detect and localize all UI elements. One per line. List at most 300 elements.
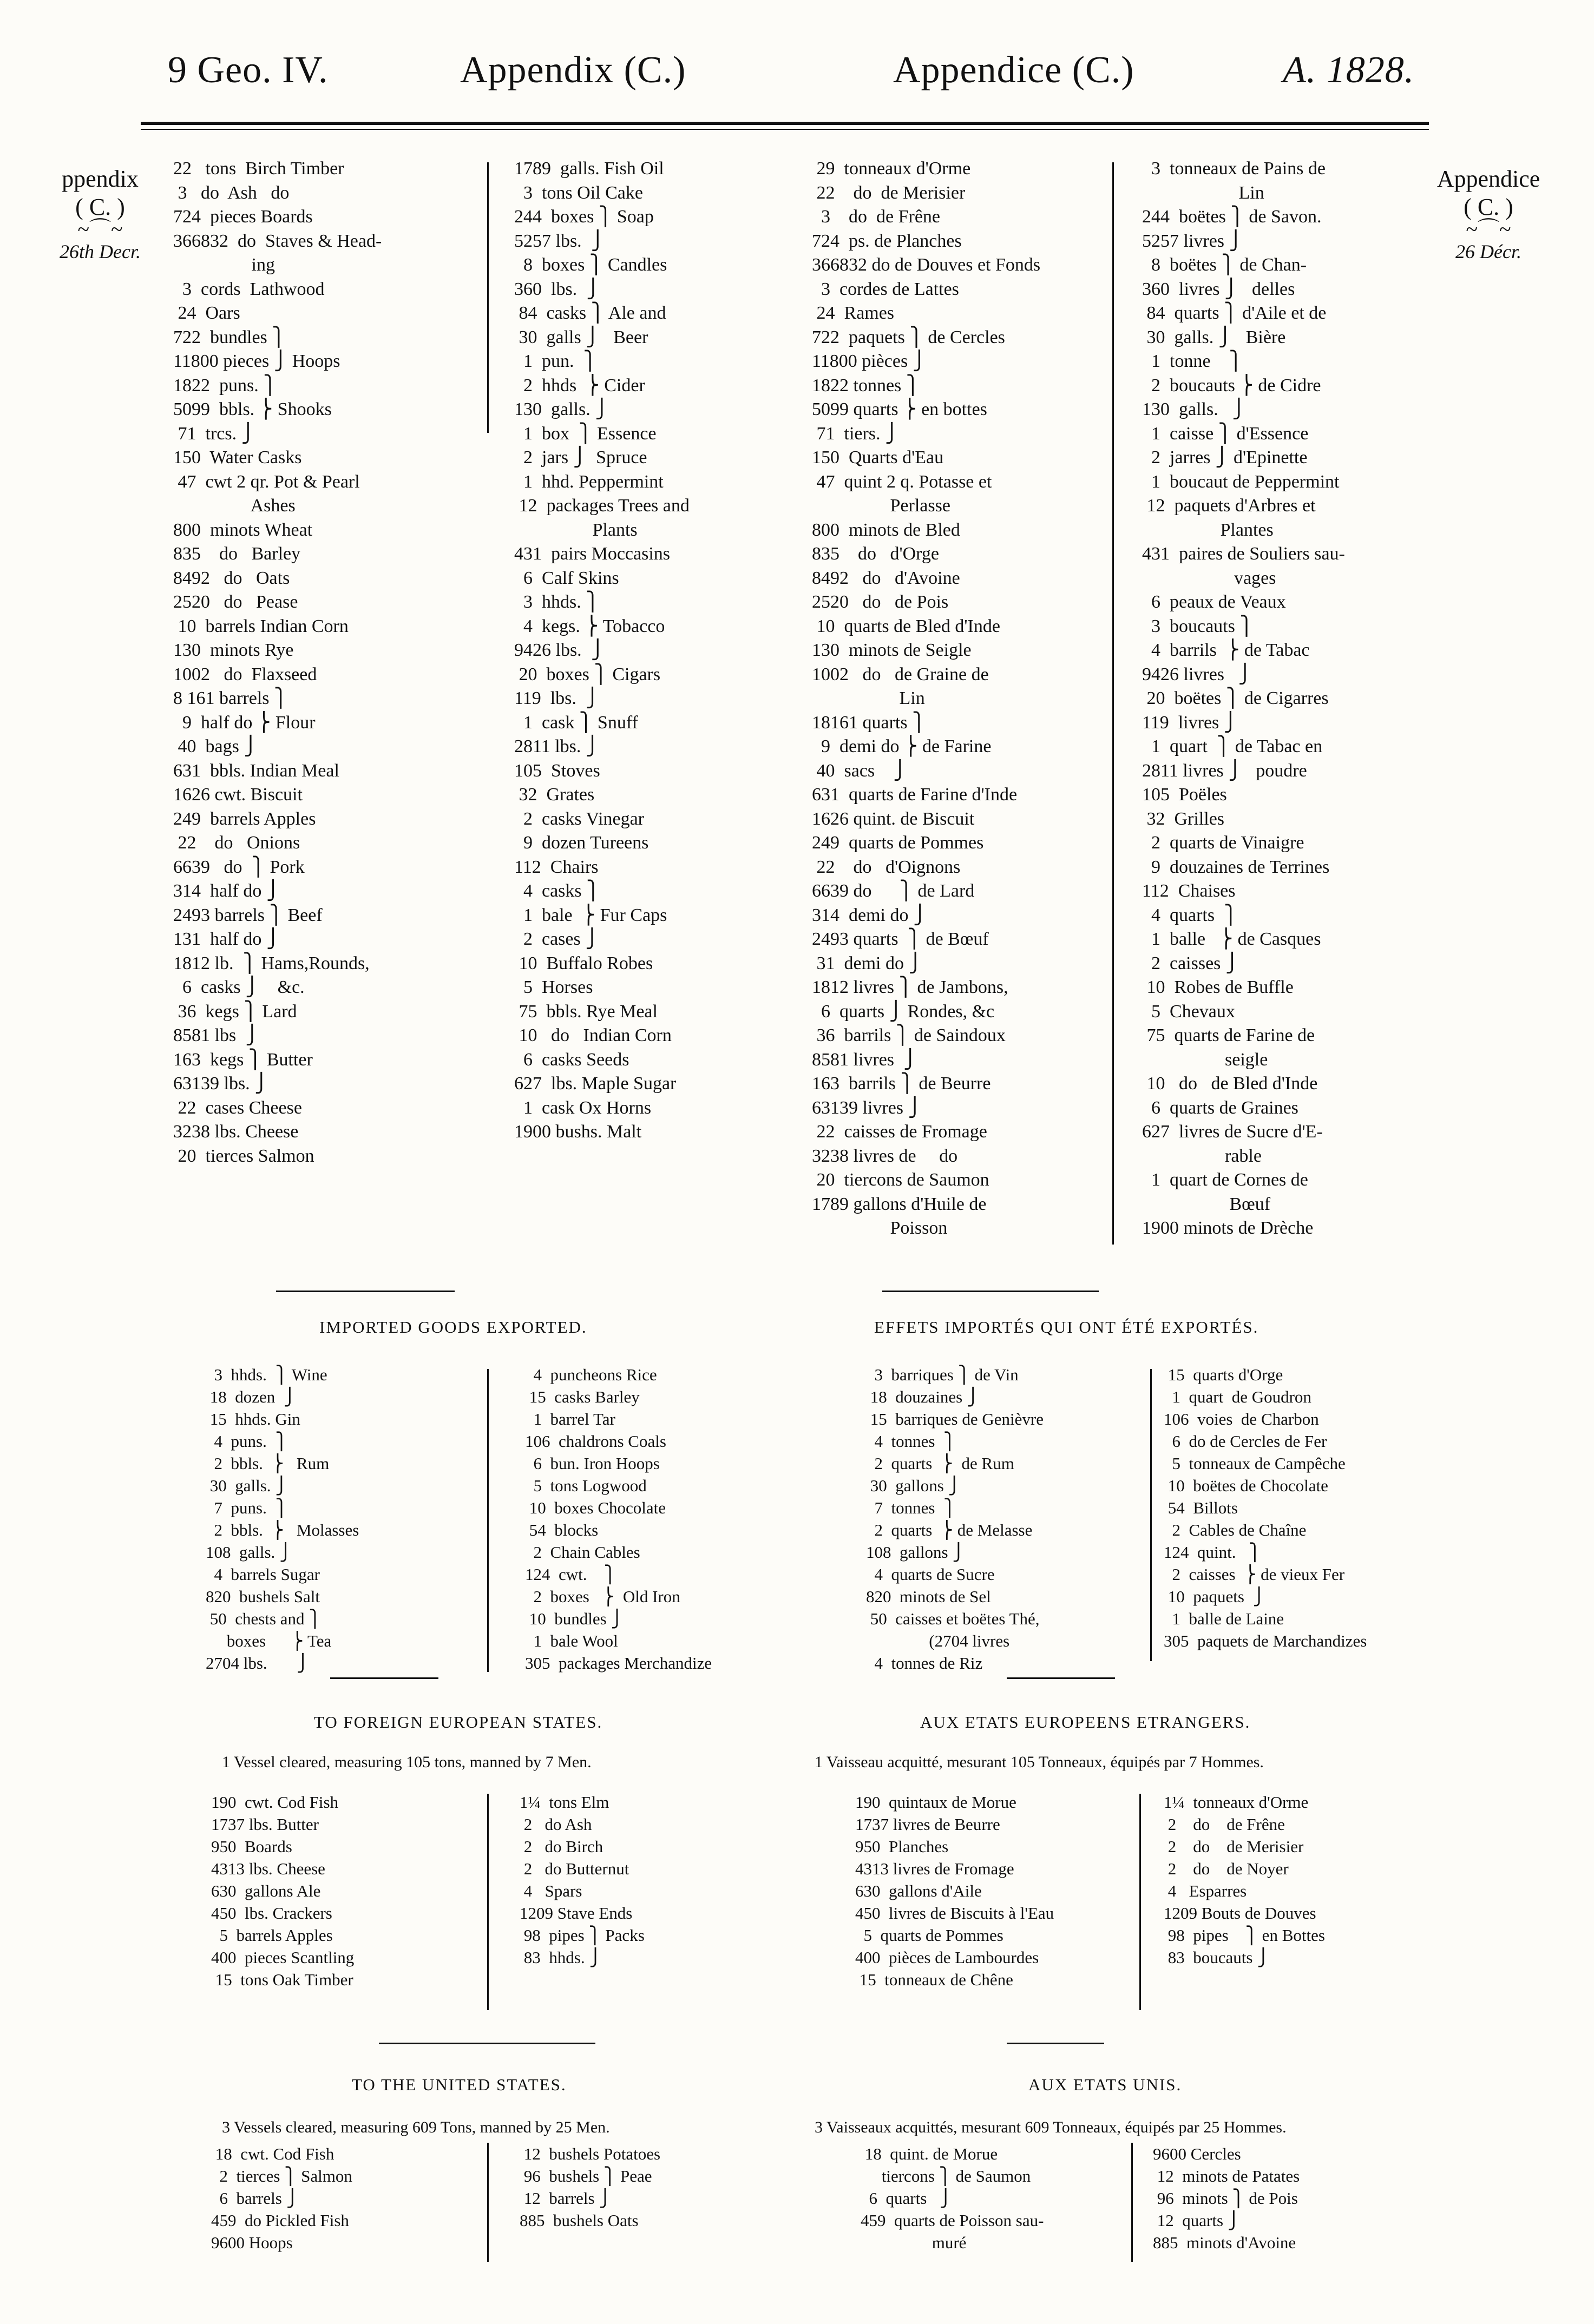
entry-line: 5 tons Logwood bbox=[525, 1476, 647, 1495]
section-rule bbox=[330, 1677, 438, 1679]
entry-line: 1209 Bouts de Douves bbox=[1164, 1904, 1316, 1923]
us-en-column-1 bbox=[211, 2143, 352, 2254]
foreign-fr-column-2 bbox=[1164, 1791, 1325, 1969]
entry-line: 2 caisses ⎭ bbox=[1142, 953, 1239, 973]
entry-line: 1 quart ⎫ de Tabac en bbox=[1142, 736, 1323, 756]
entry-line: 4 kegs. ⎬ Tobacco bbox=[514, 616, 665, 636]
column-divider bbox=[487, 162, 489, 433]
entry-line: 3 barriques ⎫ de Vin bbox=[866, 1365, 1019, 1384]
section-rule bbox=[1007, 2043, 1104, 2044]
entry-line: 2811 livres ⎭ poudre bbox=[1142, 760, 1307, 781]
side-note-left-date: 26th Decr. bbox=[60, 241, 141, 262]
entry-line: 12 barrels ⎭ bbox=[520, 2189, 612, 2208]
entry-line: 5 tonneaux de Campêche bbox=[1164, 1454, 1346, 1473]
entry-line: 22 cases Cheese bbox=[173, 1097, 302, 1118]
entry-line: 12 quarts ⎭ bbox=[1153, 2211, 1241, 2230]
entry-line: 2 Cables de Chaîne bbox=[1164, 1520, 1307, 1539]
entry-line: 20 boëtes ⎫ de Cigarres bbox=[1142, 688, 1329, 708]
entry-line: 5 quarts de Pommes bbox=[855, 1926, 1003, 1945]
entry-line: 2 hhds ⎬ Cider bbox=[514, 375, 645, 396]
entry-line: 3 tonneaux de Pains de bbox=[1142, 159, 1326, 179]
entry-line: 314 demi do ⎭ bbox=[812, 905, 927, 925]
side-note-left-code: ( C. ) bbox=[75, 194, 125, 220]
entry-line: 1812 lb. ⎫ Hams,Rounds, bbox=[173, 953, 370, 973]
entry-line: 2 casks Vinegar bbox=[514, 808, 644, 829]
entry-line: 22 do de Merisier bbox=[812, 182, 966, 203]
entry-line: 6 Calf Skins bbox=[514, 568, 619, 588]
entry-line: 96 minots ⎫ de Pois bbox=[1153, 2189, 1298, 2208]
foreign-en-column-1 bbox=[211, 1791, 354, 1991]
entry-line: 106 chaldrons Coals bbox=[525, 1432, 666, 1451]
entry-line: 627 lbs. Maple Sugar bbox=[514, 1074, 677, 1094]
entry-line: 10 Buffalo Robes bbox=[514, 953, 653, 973]
section-rule bbox=[379, 2043, 595, 2044]
header-year: A. 1828. bbox=[1283, 49, 1415, 91]
entry-line: 2 do de Noyer bbox=[1164, 1859, 1289, 1878]
flourish-icon: ~⌒~ bbox=[1466, 217, 1511, 241]
entry-line: 5099 bbls. ⎬ Shooks bbox=[173, 399, 332, 419]
entry-line: 2811 lbs. ⎭ bbox=[514, 736, 600, 756]
entry-line: 4 puns. ⎫ bbox=[206, 1432, 288, 1451]
entry-line: 63139 lbs. ⎭ bbox=[173, 1074, 268, 1094]
entry-line: 4 tonnes de Riz bbox=[866, 1654, 983, 1673]
entry-line: 10 do Indian Corn bbox=[514, 1025, 672, 1045]
entry-line: 2 quarts de Vinaigre bbox=[1142, 833, 1304, 853]
entry-line: 630 gallons d'Aile bbox=[855, 1881, 982, 1900]
entry-line: 50 chests and ⎫ bbox=[206, 1609, 322, 1628]
entry-line: Ashes bbox=[173, 496, 296, 516]
entry-line: 18 quint. de Morue bbox=[861, 2144, 998, 2163]
entry-line: 15 tonneaux de Chêne bbox=[855, 1970, 1013, 1989]
entry-line: 1 bale Wool bbox=[525, 1631, 618, 1650]
entry-line: 2 caisses ⎬ de vieux Fer bbox=[1164, 1565, 1345, 1584]
section-title-foreign-en: TO FOREIGN EUROPEAN STATES. bbox=[314, 1713, 603, 1732]
entry-line: 1822 tonnes ⎫ bbox=[812, 375, 920, 396]
entry-line: 1 caisse ⎫ d'Essence bbox=[1142, 423, 1309, 444]
entry-line: 1789 gallons d'Huile de bbox=[812, 1194, 987, 1214]
entry-line: 63139 livres ⎭ bbox=[812, 1097, 922, 1118]
entry-line: 5 Horses bbox=[514, 977, 593, 997]
entry-line: 2520 do de Pois bbox=[812, 592, 949, 612]
entry-line: 450 livres de Biscuits à l'Eau bbox=[855, 1904, 1054, 1923]
entry-line: 124 quint. ⎫ bbox=[1164, 1543, 1261, 1562]
entry-line: 18 dozen ⎭ bbox=[206, 1387, 297, 1406]
side-note-right bbox=[1418, 165, 1559, 266]
header-rule bbox=[141, 122, 1429, 125]
entry-line: 10 boxes Chocolate bbox=[525, 1498, 666, 1517]
entry-line: 108 galls. ⎭ bbox=[206, 1543, 292, 1562]
entry-line: 835 do Barley bbox=[173, 544, 301, 564]
entry-line: 3 cordes de Lattes bbox=[812, 279, 959, 299]
entry-line: 40 bags ⎭ bbox=[173, 736, 258, 756]
entry-line: 1 balle de Laine bbox=[1164, 1609, 1284, 1628]
entry-line: rable bbox=[1142, 1145, 1262, 1166]
entry-line: Lin bbox=[812, 688, 925, 708]
entry-line: 1737 lbs. Butter bbox=[211, 1815, 319, 1834]
entry-line: Plantes bbox=[1142, 519, 1274, 540]
entry-line: 2 tierces ⎫ Salmon bbox=[211, 2167, 352, 2185]
entry-line: 3 tons Oil Cake bbox=[514, 182, 643, 203]
entry-line: 29 tonneaux d'Orme bbox=[812, 159, 971, 179]
entry-line: 112 Chaises bbox=[1142, 881, 1236, 901]
entry-line: 314 half do ⎭ bbox=[173, 881, 280, 901]
entry-line: 835 do d'Orge bbox=[812, 544, 939, 564]
section-title-us-en: TO THE UNITED STATES. bbox=[352, 2075, 567, 2094]
entry-line: 84 casks ⎫ Ale and bbox=[514, 303, 666, 323]
entry-line: 724 pieces Boards bbox=[173, 207, 313, 227]
entry-line: 12 packages Trees and bbox=[514, 496, 690, 516]
entry-line: muré bbox=[861, 2233, 967, 2252]
section-title-foreign-fr: AUX ETATS EUROPEENS ETRANGERS. bbox=[920, 1713, 1251, 1732]
entry-line: 54 blocks bbox=[525, 1520, 599, 1539]
entry-line: 820 minots de Sel bbox=[866, 1587, 991, 1606]
entry-line: 20 boxes ⎫ Cigars bbox=[514, 664, 661, 684]
column-divider bbox=[1139, 1794, 1141, 2010]
entry-line: 1626 quint. de Biscuit bbox=[812, 808, 975, 829]
entry-line: 8581 lbs ⎭ bbox=[173, 1025, 259, 1045]
entry-line: Poisson bbox=[812, 1218, 948, 1238]
entry-line: 1812 livres ⎫ de Jambons, bbox=[812, 977, 1008, 997]
entry-line: 24 Rames bbox=[812, 303, 895, 323]
entry-line: 24 Oars bbox=[173, 303, 240, 323]
entry-line: 15 hhds. Gin bbox=[206, 1410, 300, 1428]
entry-line: 119 livres ⎭ bbox=[1142, 712, 1238, 733]
entry-line: 4 puncheons Rice bbox=[525, 1365, 657, 1384]
entry-line: 105 Stoves bbox=[514, 760, 600, 781]
entry-line: 400 pieces Scantling bbox=[211, 1948, 355, 1967]
entry-line: 1 barrel Tar bbox=[525, 1410, 615, 1428]
entry-line: 71 tiers. ⎭ bbox=[812, 423, 899, 444]
entry-line: 244 boxes ⎫ Soap bbox=[514, 207, 654, 227]
entry-line: 9 demi do ⎬ de Farine bbox=[812, 736, 992, 756]
entry-line: 1 tonne ⎫ bbox=[1142, 351, 1243, 371]
section-rule bbox=[882, 1291, 1099, 1292]
entry-line: 5257 livres ⎭ bbox=[1142, 231, 1243, 251]
imported-fr-column-2 bbox=[1164, 1364, 1367, 1652]
entry-line: 130 galls. ⎭ bbox=[1142, 399, 1246, 419]
entry-line: 31 demi do ⎭ bbox=[812, 953, 922, 973]
entry-line: 1002 do de Graine de bbox=[812, 664, 989, 684]
entry-line: 84 quarts ⎫ d'Aile et de bbox=[1142, 303, 1327, 323]
entry-line: 459 quarts de Poisson sau- bbox=[861, 2211, 1044, 2230]
entry-line: Bœuf bbox=[1142, 1194, 1271, 1214]
subtitle-foreign-fr: 1 Vaisseau acquitté, mesurant 105 Tonneaux, équipés par 7 Hommes. bbox=[815, 1753, 1264, 1771]
entry-line: 6 bun. Iron Hoops bbox=[525, 1454, 660, 1473]
entry-line: 3 do de Frêne bbox=[812, 207, 941, 227]
entry-line: 249 barrels Apples bbox=[173, 808, 316, 829]
foreign-fr-column-1 bbox=[855, 1791, 1054, 1991]
entry-line: 9 dozen Tureens bbox=[514, 833, 649, 853]
entry-line: 5099 quarts ⎬ en bottes bbox=[812, 399, 987, 419]
entry-line: 10 Robes de Buffle bbox=[1142, 977, 1294, 997]
entry-line: 12 bushels Potatoes bbox=[520, 2144, 661, 2163]
entry-line: 10 bundles ⎭ bbox=[525, 1609, 624, 1628]
entry-line: 885 minots d'Avoine bbox=[1153, 2233, 1296, 2252]
side-note-right-title: Appendice bbox=[1436, 166, 1540, 192]
entry-line: 98 pipes ⎫ en Bottes bbox=[1164, 1926, 1325, 1945]
entry-line: (2704 livres bbox=[866, 1631, 1010, 1650]
entry-line: 190 quintaux de Morue bbox=[855, 1793, 1016, 1812]
english-column-1 bbox=[173, 157, 382, 1168]
entry-line: 627 livres de Sucre d'E- bbox=[1142, 1122, 1323, 1142]
entry-line: 32 Grates bbox=[514, 785, 595, 805]
side-note-left-title: ppendix bbox=[62, 166, 139, 192]
entry-line: 47 quint 2 q. Potasse et bbox=[812, 471, 992, 492]
column-divider bbox=[487, 1794, 489, 2010]
entry-line: 2 boxes ⎬ Old Iron bbox=[525, 1587, 680, 1606]
entry-line: 22 tons Birch Timber bbox=[173, 159, 344, 179]
entry-line: vages bbox=[1142, 568, 1276, 588]
entry-line: 15 casks Barley bbox=[525, 1387, 640, 1406]
entry-line: 150 Water Casks bbox=[173, 447, 302, 468]
entry-line: 20 tierces Salmon bbox=[173, 1145, 314, 1166]
entry-line: 54 Billots bbox=[1164, 1498, 1238, 1517]
entry-line: Plants bbox=[514, 519, 638, 540]
subtitle-us-fr: 3 Vaisseaux acquittés, mesurant 609 Tonneaux, équipés par 25 Hommes. bbox=[815, 2118, 1287, 2136]
imported-en-column-1 bbox=[206, 1364, 359, 1674]
english-column-2 bbox=[514, 157, 690, 1144]
entry-line: 9 douzaines de Terrines bbox=[1142, 857, 1330, 877]
entry-line: 1 cask ⎫ Snuff bbox=[514, 712, 638, 733]
entry-line: 2 do de Frêne bbox=[1164, 1815, 1285, 1834]
entry-line: Perlasse bbox=[812, 496, 950, 516]
entry-line: 5257 lbs. ⎭ bbox=[514, 231, 605, 251]
entry-line: 22 do Onions bbox=[173, 833, 300, 853]
entry-line: 2493 quarts ⎫ de Bœuf bbox=[812, 929, 989, 949]
entry-line: 4 Esparres bbox=[1164, 1881, 1247, 1900]
entry-line: 163 kegs ⎫ Butter bbox=[173, 1049, 313, 1070]
side-note-left bbox=[32, 165, 168, 266]
entry-line: 108 gallons ⎭ bbox=[866, 1543, 965, 1562]
entry-line: 431 paires de Souliers sau- bbox=[1142, 544, 1345, 564]
entry-line: 6 do de Cercles de Fer bbox=[1164, 1432, 1327, 1451]
entry-line: 1900 minots de Drèche bbox=[1142, 1218, 1314, 1238]
entry-line: 305 packages Merchandize bbox=[525, 1654, 712, 1673]
section-rule bbox=[276, 1291, 455, 1292]
entry-line: 2 bbls. ⎬ Molasses bbox=[206, 1520, 359, 1539]
french-column-2 bbox=[1142, 157, 1345, 1241]
entry-line: 244 boëtes ⎫ de Savon. bbox=[1142, 207, 1322, 227]
entry-line: 36 barrils ⎫ de Saindoux bbox=[812, 1025, 1006, 1045]
entry-line: 4 barrels Sugar bbox=[206, 1565, 320, 1584]
entry-line: 7 puns. ⎫ bbox=[206, 1498, 288, 1517]
entry-line: Lin bbox=[1142, 182, 1264, 203]
entry-line: 10 boëtes de Chocolate bbox=[1164, 1476, 1328, 1495]
entry-line: 800 minots Wheat bbox=[173, 519, 313, 540]
entry-line: 722 bundles ⎫ bbox=[173, 327, 286, 347]
entry-line: 631 quarts de Farine d'Inde bbox=[812, 785, 1018, 805]
entry-line: 18161 quarts ⎫ bbox=[812, 712, 926, 733]
entry-line: 6 quarts ⎭ bbox=[861, 2189, 952, 2208]
entry-line: 722 paquets ⎫ de Cercles bbox=[812, 327, 1005, 347]
entry-line: 1 cask Ox Horns bbox=[514, 1097, 652, 1118]
entry-line: 3 hhds. ⎫ Wine bbox=[206, 1365, 327, 1384]
entry-line: 3238 livres de do bbox=[812, 1145, 958, 1166]
entry-line: 119 lbs. ⎭ bbox=[514, 688, 600, 708]
entry-line: 36 kegs ⎫ Lard bbox=[173, 1001, 297, 1022]
entry-line: 10 quarts de Bled d'Inde bbox=[812, 616, 1000, 636]
entry-line: 1 quart de Cornes de bbox=[1142, 1170, 1308, 1190]
entry-line: 2 do Birch bbox=[520, 1837, 604, 1856]
entry-line: 305 paquets de Marchandizes bbox=[1164, 1631, 1367, 1650]
entry-line: 83 hhds. ⎭ bbox=[520, 1948, 602, 1967]
entry-line: 11800 pièces ⎭ bbox=[812, 351, 927, 371]
entry-line: 800 minots de Bled bbox=[812, 519, 960, 540]
entry-line: 8 boxes ⎫ Candles bbox=[514, 255, 667, 275]
section-title-imported-en: IMPORTED GOODS EXPORTED. bbox=[319, 1318, 587, 1337]
entry-line: 1626 cwt. Biscuit bbox=[173, 785, 303, 805]
entry-line: 130 minots de Seigle bbox=[812, 640, 972, 660]
entry-line: 163 barrils ⎫ de Beurre bbox=[812, 1074, 991, 1094]
section-rule bbox=[1007, 1677, 1115, 1679]
flourish-icon: ~⌒~ bbox=[77, 217, 123, 241]
entry-line: 6 barrels ⎭ bbox=[211, 2189, 299, 2208]
entry-line: 724 ps. de Planches bbox=[812, 231, 962, 251]
entry-line: 3 do Ash do bbox=[173, 182, 290, 203]
side-note-right-date: 26 Décr. bbox=[1455, 241, 1521, 262]
entry-line: 1¼ tons Elm bbox=[520, 1793, 609, 1812]
entry-line: 630 gallons Ale bbox=[211, 1881, 321, 1900]
entry-line: 8492 do Oats bbox=[173, 568, 290, 588]
entry-line: 366832 do Staves & Head- bbox=[173, 231, 382, 251]
entry-line: 30 gallons ⎭ bbox=[866, 1476, 961, 1495]
entry-line: 8581 livres ⎭ bbox=[812, 1049, 917, 1070]
entry-line: 6 quarts de Graines bbox=[1142, 1097, 1298, 1118]
entry-line: 30 galls. ⎭ bbox=[206, 1476, 288, 1495]
entry-line: 7 tonnes ⎫ bbox=[866, 1498, 956, 1517]
entry-line: 4313 lbs. Cheese bbox=[211, 1859, 325, 1878]
entry-line: 2 boucauts ⎬ de Cidre bbox=[1142, 375, 1321, 396]
entry-line: seigle bbox=[1142, 1049, 1268, 1070]
entry-line: 400 pièces de Lambourdes bbox=[855, 1948, 1039, 1967]
entry-line: 950 Boards bbox=[211, 1837, 292, 1856]
entry-line: 5 barrels Apples bbox=[211, 1926, 333, 1945]
entry-line: 249 quarts de Pommes bbox=[812, 833, 984, 853]
entry-line: 75 quarts de Farine de bbox=[1142, 1025, 1315, 1045]
entry-line: 8 161 barrels ⎫ bbox=[173, 688, 288, 708]
entry-line: 11800 pieces ⎭ Hoops bbox=[173, 351, 340, 371]
entry-line: 22 do d'Oignons bbox=[812, 857, 961, 877]
entry-line: 22 caisses de Fromage bbox=[812, 1122, 987, 1142]
entry-line: 1 balle ⎬ de Casques bbox=[1142, 929, 1321, 949]
entry-line: 6 peaux de Veaux bbox=[1142, 592, 1286, 612]
french-column-1 bbox=[812, 157, 1040, 1241]
entry-line: 6 casks Seeds bbox=[514, 1049, 629, 1070]
entry-line: tiercons ⎫ de Saumon bbox=[861, 2167, 1031, 2185]
entry-line: 20 tiercons de Saumon bbox=[812, 1170, 989, 1190]
entry-line: 40 sacs ⎭ bbox=[812, 760, 907, 781]
entry-line: 4 casks ⎫ bbox=[514, 881, 600, 901]
entry-line: 10 paquets ⎭ bbox=[1164, 1587, 1265, 1606]
entry-line: 431 pairs Moccasins bbox=[514, 544, 671, 564]
header-regnal-year: 9 Geo. IV. bbox=[168, 49, 329, 91]
entry-line: boxes ⎬ Tea bbox=[206, 1631, 332, 1650]
entry-line: 9426 lbs. ⎭ bbox=[514, 640, 605, 660]
entry-line: 130 minots Rye bbox=[173, 640, 294, 660]
entry-line: 96 bushels ⎫ Peae bbox=[520, 2167, 652, 2185]
entry-line: 9600 Hoops bbox=[211, 2233, 293, 2252]
entry-line: 1 bale ⎬ Fur Caps bbox=[514, 905, 667, 925]
column-divider bbox=[1131, 2143, 1133, 2262]
entry-line: 15 barriques de Genièvre bbox=[866, 1410, 1044, 1428]
us-fr-column-2 bbox=[1153, 2143, 1300, 2254]
entry-line: 1 quart de Goudron bbox=[1164, 1387, 1311, 1406]
entry-line: 2 do Butternut bbox=[520, 1859, 629, 1878]
entry-line: 1 boucaut de Peppermint bbox=[1142, 471, 1340, 492]
entry-line: 1822 puns. ⎫ bbox=[173, 375, 277, 396]
header-rule-thin bbox=[141, 129, 1429, 130]
entry-line: 2 do de Merisier bbox=[1164, 1837, 1304, 1856]
entry-line: 2 jars ⎭ Spruce bbox=[514, 447, 647, 468]
entry-line: 4313 livres de Fromage bbox=[855, 1859, 1014, 1878]
entry-line: 5 Chevaux bbox=[1142, 1001, 1235, 1022]
entry-line: 2 do Ash bbox=[520, 1815, 592, 1834]
entry-line: 4 barrils ⎬ de Tabac bbox=[1142, 640, 1310, 660]
entry-line: 47 cwt 2 qr. Pot & Pearl bbox=[173, 471, 360, 492]
section-title-imported-fr: EFFETS IMPORTÉS QUI ONT ÉTÉ EXPORTÉS. bbox=[874, 1318, 1259, 1337]
foreign-en-column-2 bbox=[520, 1791, 645, 1969]
entry-line: 820 bushels Salt bbox=[206, 1587, 320, 1606]
entry-line: 2 bbls. ⎬ Rum bbox=[206, 1454, 330, 1473]
entry-line: 12 minots de Patates bbox=[1153, 2167, 1300, 2185]
entry-line: 6 quarts ⎭ Rondes, &c bbox=[812, 1001, 995, 1022]
entry-line: 631 bbls. Indian Meal bbox=[173, 760, 339, 781]
entry-line: 75 bbls. Rye Meal bbox=[514, 1001, 658, 1022]
entry-line: 2493 barrels ⎫ Beef bbox=[173, 905, 323, 925]
entry-line: 12 paquets d'Arbres et bbox=[1142, 496, 1316, 516]
entry-line: 105 Poëles bbox=[1142, 785, 1227, 805]
entry-line: 9426 livres ⎭ bbox=[1142, 664, 1252, 684]
subtitle-us-en: 3 Vessels cleared, measuring 609 Tons, manned by 25 Men. bbox=[222, 2118, 610, 2136]
entry-line: 885 bushels Oats bbox=[520, 2211, 639, 2230]
imported-fr-column-1 bbox=[866, 1364, 1044, 1674]
entry-line: ing bbox=[173, 255, 275, 275]
entry-line: 2 cases ⎭ bbox=[514, 929, 599, 949]
entry-line: 130 galls. ⎭ bbox=[514, 399, 609, 419]
entry-line: 15 quarts d'Orge bbox=[1164, 1365, 1283, 1384]
entry-line: 4 quarts ⎫ bbox=[1142, 905, 1238, 925]
entry-line: 50 caisses et boëtes Thé, bbox=[866, 1609, 1040, 1628]
entry-line: 4 Spars bbox=[520, 1881, 582, 1900]
entry-line: 360 lbs. ⎭ bbox=[514, 279, 600, 299]
entry-line: 30 galls. ⎭ Bière bbox=[1142, 327, 1286, 347]
entry-line: 366832 do de Douves et Fonds bbox=[812, 255, 1041, 275]
side-note-right-code: ( C. ) bbox=[1464, 194, 1513, 220]
column-divider bbox=[487, 2143, 489, 2262]
entry-line: 6639 do ⎫ Pork bbox=[173, 857, 305, 877]
entry-line: 18 douzaines ⎭ bbox=[866, 1387, 980, 1406]
subtitle-foreign-en: 1 Vessel cleared, measuring 105 tons, manned by 7 Men. bbox=[222, 1753, 592, 1771]
entry-line: 18 cwt. Cod Fish bbox=[211, 2144, 334, 2163]
entry-line: 1789 galls. Fish Oil bbox=[514, 159, 664, 179]
entry-line: 2 quarts ⎬ de Melasse bbox=[866, 1520, 1033, 1539]
entry-line: 83 boucauts ⎭ bbox=[1164, 1948, 1270, 1967]
entry-line: 4 tonnes ⎫ bbox=[866, 1432, 956, 1451]
entry-line: 450 lbs. Crackers bbox=[211, 1904, 332, 1923]
entry-line: 1737 livres de Beurre bbox=[855, 1815, 1000, 1834]
entry-line: 9600 Cercles bbox=[1153, 2144, 1241, 2163]
column-divider bbox=[487, 1369, 489, 1672]
entry-line: 106 voies de Charbon bbox=[1164, 1410, 1319, 1428]
us-fr-column-1 bbox=[861, 2143, 1044, 2254]
entry-line: 6639 do ⎫ de Lard bbox=[812, 881, 975, 901]
header-appendix-en: Appendix (C.) bbox=[460, 49, 686, 91]
entry-line: 2 Chain Cables bbox=[525, 1543, 640, 1562]
entry-line: 1209 Stave Ends bbox=[520, 1904, 633, 1923]
entry-line: 10 do de Bled d'Inde bbox=[1142, 1074, 1318, 1094]
entry-line: 2 quarts ⎬ de Rum bbox=[866, 1454, 1014, 1473]
entry-line: 2520 do Pease bbox=[173, 592, 298, 612]
